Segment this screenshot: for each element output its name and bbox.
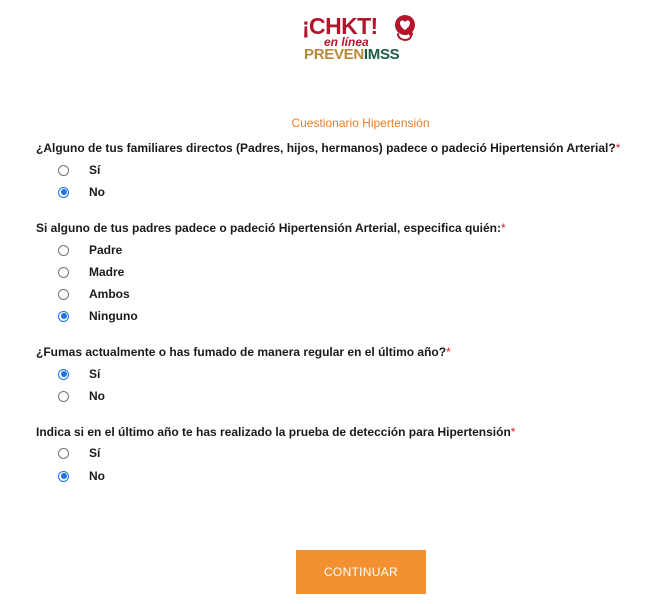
option-family-si[interactable] — [58, 163, 100, 177]
question-text: Si alguno de tus padres padece o padeció Hipertensión Arterial, especifica quién: — [36, 221, 502, 235]
required-mark: * — [615, 141, 621, 155]
logo-preven-text: PREVEN — [304, 46, 364, 63]
radio-button[interactable] — [58, 245, 69, 256]
required-mark: * — [501, 221, 506, 235]
option-label: Sí — [89, 163, 101, 177]
radio-button-selected[interactable] — [58, 369, 69, 380]
logo-chkt-text: ¡CHKT! — [302, 13, 378, 39]
stethoscope-heart-icon — [392, 14, 418, 44]
question-screening-test — [36, 425, 515, 439]
radio-button-selected[interactable] — [58, 471, 69, 482]
continue-button[interactable]: CONTINUAR — [296, 550, 426, 594]
option-label: Ambos — [89, 287, 130, 301]
radio-button[interactable] — [58, 391, 69, 402]
question-smoking — [36, 345, 451, 359]
chkt-prevenimss-logo — [302, 14, 420, 62]
radio-button[interactable] — [58, 267, 69, 278]
required-mark: * — [446, 345, 451, 359]
option-label: Sí — [89, 367, 101, 381]
option-parent-padre[interactable] — [58, 243, 122, 257]
option-label: No — [89, 469, 105, 483]
logo-en-linea-text: en línea — [324, 35, 369, 49]
option-parent-madre[interactable] — [58, 265, 124, 279]
option-parent-ninguno[interactable] — [58, 309, 138, 323]
logo-imss-text: IMSS — [363, 46, 400, 63]
question-family-history — [36, 141, 620, 155]
radio-button-selected[interactable] — [58, 311, 69, 322]
option-label: No — [89, 389, 105, 403]
required-mark: * — [510, 425, 516, 439]
logo-prevenimss-text — [304, 47, 399, 62]
option-label: Padre — [89, 243, 123, 257]
question-which-parent — [36, 221, 506, 235]
option-screening-si[interactable] — [58, 446, 100, 460]
radio-button[interactable] — [58, 165, 69, 176]
option-smoking-no[interactable] — [58, 389, 105, 403]
question-text: Indica si en el último año te has realizado la prueba de detección para Hipertensión — [36, 425, 511, 439]
option-screening-no[interactable] — [58, 469, 105, 483]
radio-button[interactable] — [58, 448, 69, 459]
questionnaire-title: Cuestionario Hipertensión — [291, 116, 430, 130]
question-text: ¿Alguno de tus familiares directos (Padres, hijos, hermanos) padece o padeció Hipertensión Arterial? — [36, 141, 616, 155]
option-family-no[interactable] — [58, 185, 105, 199]
option-parent-ambos[interactable] — [58, 287, 130, 301]
radio-button-selected[interactable] — [58, 187, 69, 198]
option-smoking-si[interactable] — [58, 367, 100, 381]
option-label: No — [89, 185, 105, 199]
option-label: Sí — [89, 446, 101, 460]
question-text: ¿Fumas actualmente o has fumado de manera regular en el último año? — [36, 345, 447, 359]
option-label: Madre — [89, 265, 125, 279]
radio-button[interactable] — [58, 289, 69, 300]
option-label: Ninguno — [89, 309, 138, 323]
